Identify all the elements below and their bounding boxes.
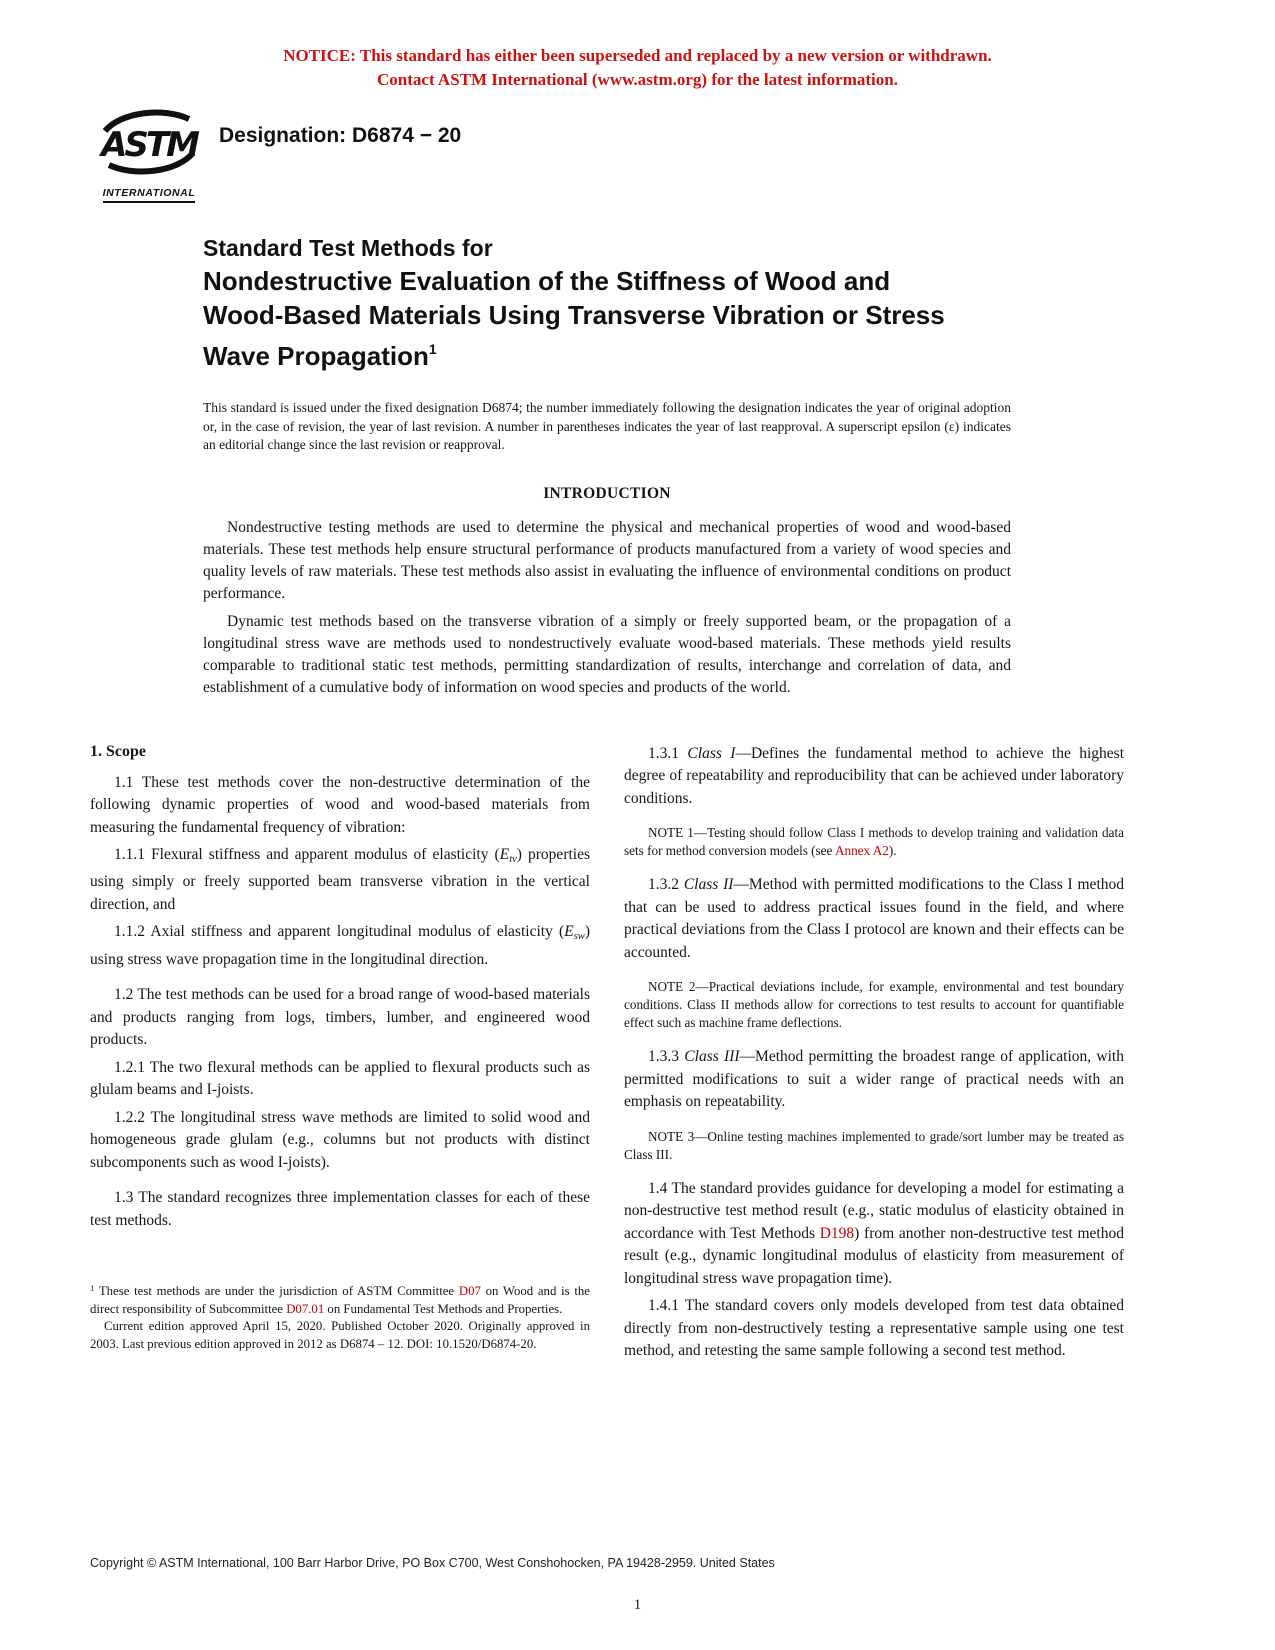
text-run: on Fundamental Test Methods and Properties.	[324, 1301, 563, 1316]
title-line-4	[203, 332, 1185, 373]
introduction-para-1: Nondestructive testing methods are used to determine the physical and mechanical properties of wood and wood-based materials. These test methods help ensure structural performance of products manufactured from a variety of wood species and quality levels of raw materials. These test methods also assist in evaluating the influence of environmental conditions on product performance.	[203, 518, 1011, 602]
note-2	[624, 978, 1124, 1032]
text-run: NOTE 1—Testing should follow Class I methods to develop training and validation data sets for method conversion models (see	[624, 825, 1124, 858]
text-run: 1.4.1 The standard covers only models developed from test data obtained directly from non-destructively testing a representative sample using one test method, and retesting the same sample following a second test method.	[624, 1297, 1124, 1359]
para-1-4	[624, 1178, 1124, 1291]
notice-line-1: NOTICE: This standard has either been superseded and replaced by a new version or withdrawn.	[283, 46, 992, 65]
footnote-edition	[90, 1318, 590, 1353]
para-1-3-2	[624, 874, 1124, 964]
text-run: NOTE 3—Online testing machines implemented to grade/sort lumber may be treated as Class III.	[624, 1128, 1124, 1162]
right-column	[624, 743, 1124, 1363]
footnote-jurisdiction	[90, 1280, 590, 1318]
header	[95, 106, 1185, 203]
text-run: ) using stress wave propagation time in the longitudinal direction.	[90, 923, 590, 968]
introduction-section	[0, 485, 1275, 699]
para-1-1-2	[90, 921, 590, 971]
text-run: tv	[509, 853, 517, 865]
text-run: Class I	[687, 744, 736, 762]
footnote-block	[90, 1280, 590, 1353]
text-run: Class III	[684, 1048, 740, 1065]
text-run: 1.2 The test methods can be used for a broad range of wood-based materials and products ranging from logs, timbers, lumber, and engineered wood products.	[90, 986, 590, 1049]
para-1-2-2	[90, 1107, 590, 1175]
text-run: 1.2.1 The two flexural methods can be applied to flexural products such as glulam beams and I-joists.	[90, 1058, 590, 1099]
para-1-3-3	[624, 1046, 1124, 1114]
para-1-4-1	[624, 1295, 1124, 1363]
text-run: ).	[888, 843, 897, 858]
text-run: 1.3.2	[648, 876, 684, 893]
text-run: 1.4 The standard provides guidance for developing a model for estimating a non-destructive test method result (e.g., static modulus of elasticity obtained in accordance with Test Methods	[624, 1179, 1124, 1242]
note-3	[624, 1128, 1124, 1164]
designation-label: Designation: D6874 − 20	[219, 124, 462, 147]
text-run: 1.3.3	[648, 1048, 685, 1065]
link-annex-a2[interactable]: Annex A2	[834, 843, 889, 858]
introduction-heading: INTRODUCTION	[543, 484, 671, 502]
introduction-para-2: Dynamic test methods based on the transverse vibration of a simply or freely supported beam, or the propagation of a longitudinal stress wave are methods used to nondestructively evaluate wood-based materials. These methods yield results comparable to traditional static test methods, permitting standardization of results, interchange and correlation of data, and establishment of a cumulative body of information on wood species and products of the world.	[203, 612, 1011, 696]
title-prefix: Standard Test Methods for	[203, 235, 493, 261]
text-run: These test methods are under the jurisdiction of ASTM Committee	[94, 1284, 459, 1299]
text-run: on Wood and is the direct responsibility of Subcommittee	[90, 1284, 590, 1316]
astm-logo	[95, 106, 203, 203]
text-run: E	[499, 846, 510, 863]
astm-logo-text: ASTM	[101, 125, 197, 165]
text-run: 1.1 These test methods cover the non-destructive determination of the following dynamic properties of wood and wood-based materials from measuring the fundamental frequency of vibration:	[90, 773, 590, 836]
text-run: Class II	[683, 876, 734, 893]
issuing-statement: This standard is issued under the fixed designation D6874; the number immediately following the designation indicates the year of original adoption or, in the case of revision, the year of last revision. A number in parentheses indicates the year of last reapproval. A superscript epsilon (ε) indicates an editorial change since the last revision or reapproval.	[203, 400, 1011, 452]
link-d07-01[interactable]: D07.01	[286, 1301, 325, 1316]
text-run: 1.1.1 Flexural stiffness and apparent modulus of elasticity (	[114, 846, 500, 863]
page-number: 1	[633, 1597, 642, 1613]
para-1-3	[90, 1187, 590, 1232]
title-line-4-text: Wave Propagation	[203, 341, 429, 371]
title-block	[203, 233, 1185, 373]
text-run: —Method with permitted modifications to the Class I method that can be used to address practical issues found in the field, and where practical deviations from the Class I protocol are known and their effects can be accounted.	[624, 876, 1124, 961]
title-line-2: Nondestructive Evaluation of the Stiffness of Wood and	[203, 266, 891, 296]
text-run: Current edition approved April 15, 2020. Published October 2020. Originally approved in 2003. Last previous edition approved in 2012 as D6874 – 12. DOI: 10.1520/D6874-20.	[90, 1319, 590, 1351]
text-run: 1.1.2 Axial stiffness and apparent longitudinal modulus of elasticity (	[114, 923, 565, 941]
notice-line-2: Contact ASTM International (www.astm.org) for the latest information.	[377, 70, 898, 89]
note-1	[624, 824, 1124, 860]
para-1-3-1	[624, 743, 1124, 811]
text-run: ) properties using simply or freely supported beam transverse vibration in the vertical direction, and	[90, 846, 591, 913]
text-run: ) from another non-destructive test method result (e.g., dynamic longitudinal modulus of elasticity from measurement of longitudinal stress wave propagation time).	[624, 1224, 1124, 1287]
para-1-1	[90, 772, 590, 840]
astm-logo-icon	[97, 106, 201, 178]
copyright-footer: Copyright © ASTM International, 100 Barr Harbor Drive, PO Box C700, West Conshohocken, PA 19428-2959. United States	[90, 1556, 775, 1570]
link-d198[interactable]: D198	[819, 1224, 855, 1242]
two-column-body	[90, 743, 1190, 1363]
text-run: 1	[90, 1283, 95, 1294]
link-d07[interactable]: D07	[458, 1284, 481, 1299]
text-run: sw	[573, 931, 585, 943]
para-1-2-1	[90, 1057, 590, 1102]
text-run: —Method permitting the broadest range of application, with permitted modifications to suit a wider range of practical needs with an emphasis on repeatability.	[624, 1048, 1124, 1110]
text-run: 1.3 The standard recognizes three implementation classes for each of these test methods.	[90, 1189, 590, 1229]
para-1-1-1	[90, 844, 590, 916]
text-run: NOTE 2—Practical deviations include, for example, environmental and test boundary conditions. Class II methods allow for corrections to test results to account for quantifiable effect such as machine frame deflections.	[624, 979, 1124, 1030]
para-1-2	[90, 984, 590, 1052]
title-line-3: Wood-Based Materials Using Transverse Vibration or Stress	[203, 300, 945, 330]
astm-logo-international-label: INTERNATIONAL	[103, 187, 196, 203]
text-run: 1.3.1	[648, 744, 688, 762]
text-run: —Defines the fundamental method to achieve the highest degree of repeatability and reproducibility that can be achieved under laboratory conditions.	[624, 744, 1125, 807]
supersession-notice	[0, 0, 1275, 92]
left-column	[90, 743, 590, 1363]
section-1-heading: 1. Scope	[90, 742, 146, 760]
text-run: 1.2.2 The longitudinal stress wave methods are limited to solid wood and homogeneous grade glulam (e.g., columns but not products with distinct subcomponents such as wood I-joists).	[90, 1108, 590, 1171]
title-footnote-ref: 1	[428, 341, 437, 357]
text-run: E	[564, 923, 574, 941]
